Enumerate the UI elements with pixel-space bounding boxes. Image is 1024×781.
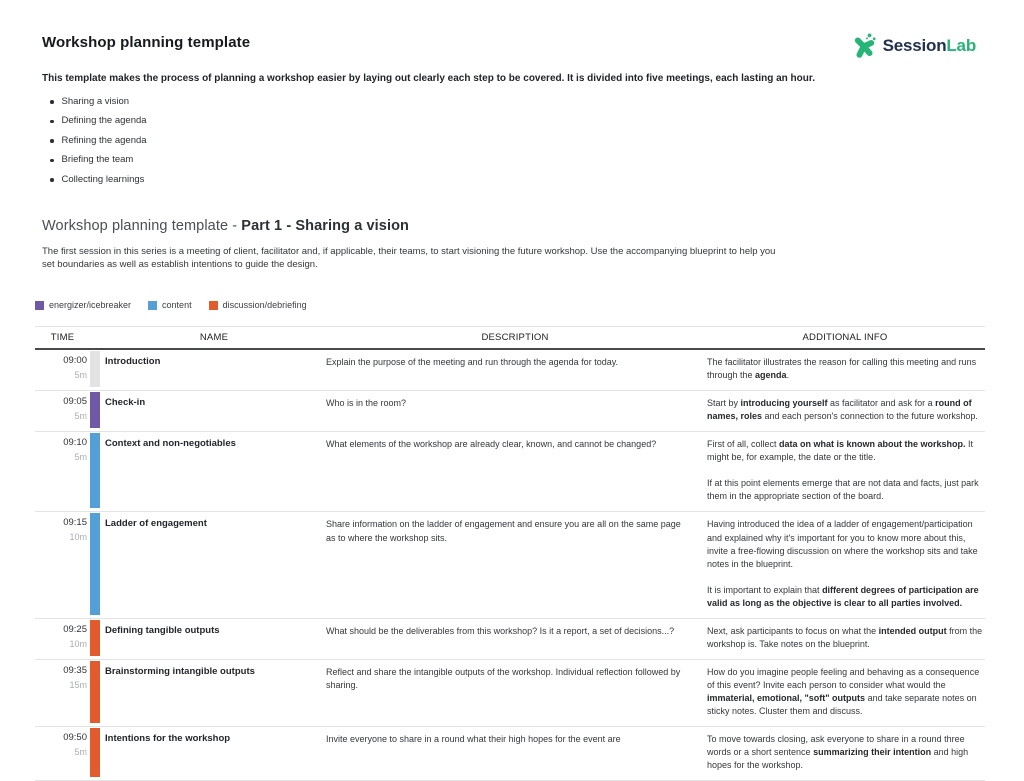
topic-label: Refining the agenda	[61, 134, 147, 146]
block-type-bar-cell	[90, 432, 103, 511]
time-cell	[35, 512, 90, 617]
legend-label: discussion/debriefing	[222, 300, 307, 311]
duration: 5m	[74, 411, 87, 422]
topic-list-item	[50, 155, 1024, 165]
legend-item	[209, 300, 307, 310]
schedule-row	[35, 512, 985, 618]
duration: 15m	[69, 679, 87, 690]
time-cell	[35, 432, 90, 511]
legend-label: energizer/icebreaker	[49, 300, 132, 311]
schedule-table	[35, 326, 985, 781]
block-description: Invite everyone to share in a round what their high hopes for the event are	[326, 734, 621, 745]
column-header-name: NAME	[199, 332, 229, 344]
block-name: Defining tangible outputs	[105, 624, 220, 636]
column-header-description: DESCRIPTION	[481, 332, 549, 344]
column-header-additional-info: ADDITIONAL INFO	[802, 332, 888, 344]
start-time: 09:05	[63, 396, 87, 408]
block-name: Brainstorming intangible outputs	[105, 665, 255, 677]
column-header-spacer	[90, 332, 103, 343]
legend-color-swatch	[148, 301, 157, 310]
legend-color-swatch	[35, 301, 44, 310]
duration: 5m	[74, 747, 87, 758]
topic-list-item	[50, 116, 1024, 126]
block-type-color-bar	[90, 351, 100, 387]
page-header	[0, 0, 1024, 59]
bullet-dot	[50, 120, 54, 124]
start-time: 09:35	[63, 664, 87, 676]
block-additional-info: First of all, collect data on what is known about the workshop. It might be, for example, the date or the title. If at this point elements emerge that are not data and facts, just park them in the appropriate section of the board.	[707, 439, 979, 502]
block-type-legend	[35, 300, 1024, 310]
table-header-row	[35, 326, 985, 350]
block-type-color-bar	[90, 513, 100, 614]
topic-label: Sharing a vision	[61, 96, 130, 107]
start-time: 09:50	[63, 732, 87, 744]
intro-paragraph: This template makes the process of planning a workshop easier by laying out clearly each step to be covered. It is divided into five meetings, each lasting an hour.	[42, 73, 815, 84]
section-title-prefix: Workshop planning template -	[42, 217, 242, 234]
block-additional-info: Having introduced the idea of a ladder of engagement/participation and explained why it's important for you to know more about this, invite a free-flowing discussion on where the workshop sits and take notes in the blueprint. It is important to explain that different degrees of participation are valid as long as the objective is clear to all parties involved.	[707, 519, 979, 608]
bullet-dot	[50, 100, 54, 104]
block-type-color-bar	[90, 620, 100, 656]
start-time: 09:15	[63, 517, 87, 529]
time-cell	[35, 350, 90, 390]
block-description: Reflect and share the intangible outputs of the workshop. Individual reflection followed by sharing.	[326, 666, 681, 690]
block-name: Check-in	[105, 397, 146, 409]
block-type-bar-cell	[90, 660, 103, 726]
duration: 10m	[69, 638, 87, 649]
sessionlab-mark-icon	[851, 32, 878, 59]
start-time: 09:00	[63, 355, 87, 367]
column-header-time: TIME	[50, 332, 75, 344]
schedule-row	[35, 619, 985, 660]
schedule-row	[35, 350, 985, 391]
legend-item	[35, 300, 131, 310]
duration: 5m	[74, 370, 87, 381]
schedule-row	[35, 660, 985, 727]
block-name: Intentions for the workshop	[105, 733, 231, 745]
topic-list-item	[50, 97, 1024, 107]
block-name: Ladder of engagement	[105, 518, 207, 530]
bullet-dot	[50, 159, 54, 163]
block-additional-info: To move towards closing, ask everyone to share in a round three words or a short sentence summarizing their intention and high hopes for the workshop.	[707, 734, 969, 771]
duration: 5m	[74, 452, 87, 463]
time-cell	[35, 619, 90, 659]
block-type-bar-cell	[90, 512, 103, 617]
logo-wordmark	[883, 36, 976, 56]
start-time: 09:10	[63, 437, 87, 449]
bullet-dot	[50, 139, 54, 143]
topic-list-item	[50, 136, 1024, 146]
block-type-bar-cell	[90, 391, 103, 431]
block-type-bar-cell	[90, 350, 103, 390]
block-type-color-bar	[90, 433, 100, 508]
bullet-dot	[50, 178, 54, 182]
legend-label: content	[162, 300, 192, 311]
topic-label: Briefing the team	[61, 154, 134, 166]
block-name: Introduction	[105, 356, 161, 368]
topic-label: Collecting learnings	[61, 173, 145, 185]
block-type-color-bar	[90, 661, 100, 723]
time-cell	[35, 391, 90, 431]
schedule-row	[35, 432, 985, 512]
block-type-bar-cell	[90, 727, 103, 780]
topic-list-item	[50, 175, 1024, 185]
legend-color-swatch	[209, 301, 218, 310]
block-type-bar-cell	[90, 619, 103, 659]
schedule-row	[35, 391, 985, 432]
logo-text-session: Session	[882, 35, 947, 55]
block-description: Share information on the ladder of engagement and ensure you are all on the same page as to where the workshop sits.	[326, 519, 681, 543]
block-description: What elements of the workshop are already clear, known, and cannot be changed?	[326, 439, 657, 450]
meeting-topics-list	[50, 97, 1024, 185]
page-title: Workshop planning template	[42, 34, 251, 51]
block-type-color-bar	[90, 392, 100, 428]
block-additional-info: Start by introducing yourself as facilitator and ask for a round of names, roles and each person's connection to the future workshop.	[707, 398, 978, 422]
section-title	[42, 218, 982, 234]
section-title-part: Part 1 - Sharing a vision	[241, 217, 409, 234]
topic-label: Defining the agenda	[61, 115, 147, 127]
logo-text-lab: Lab	[946, 35, 976, 55]
block-type-color-bar	[90, 728, 100, 777]
sessionlab-logo	[851, 32, 976, 59]
block-additional-info: How do you imagine people feeling and behaving as a consequence of this event? Invite each person to consider what would the immaterial, emotional, "soft" outputs and take separate notes on sticky notes. Cluster them and discuss.	[707, 666, 980, 717]
time-cell	[35, 660, 90, 726]
schedule-row	[35, 727, 985, 781]
block-name: Context and non-negotiables	[105, 438, 236, 450]
start-time: 09:25	[63, 623, 87, 635]
legend-item	[148, 300, 192, 310]
section-description: The first session in this series is a meeting of client, facilitator and, if applicable, their teams, to start visioning the future workshop. Use the accompanying blueprint to help you set boundaries as well as establish intentions to guide the design.	[42, 245, 776, 270]
block-description: What should be the deliverables from this workshop? Is it a report, a set of decisions...?	[326, 625, 675, 636]
duration: 10m	[69, 532, 87, 543]
block-description: Who is in the room?	[326, 398, 407, 409]
time-cell	[35, 727, 90, 780]
block-additional-info: The facilitator illustrates the reason for calling this meeting and runs through the agenda.	[707, 357, 977, 381]
block-description: Explain the purpose of the meeting and run through the agenda for today.	[326, 357, 619, 368]
block-additional-info: Next, ask participants to focus on what the intended output from the workshop is. Take notes on the blueprint.	[707, 625, 983, 649]
